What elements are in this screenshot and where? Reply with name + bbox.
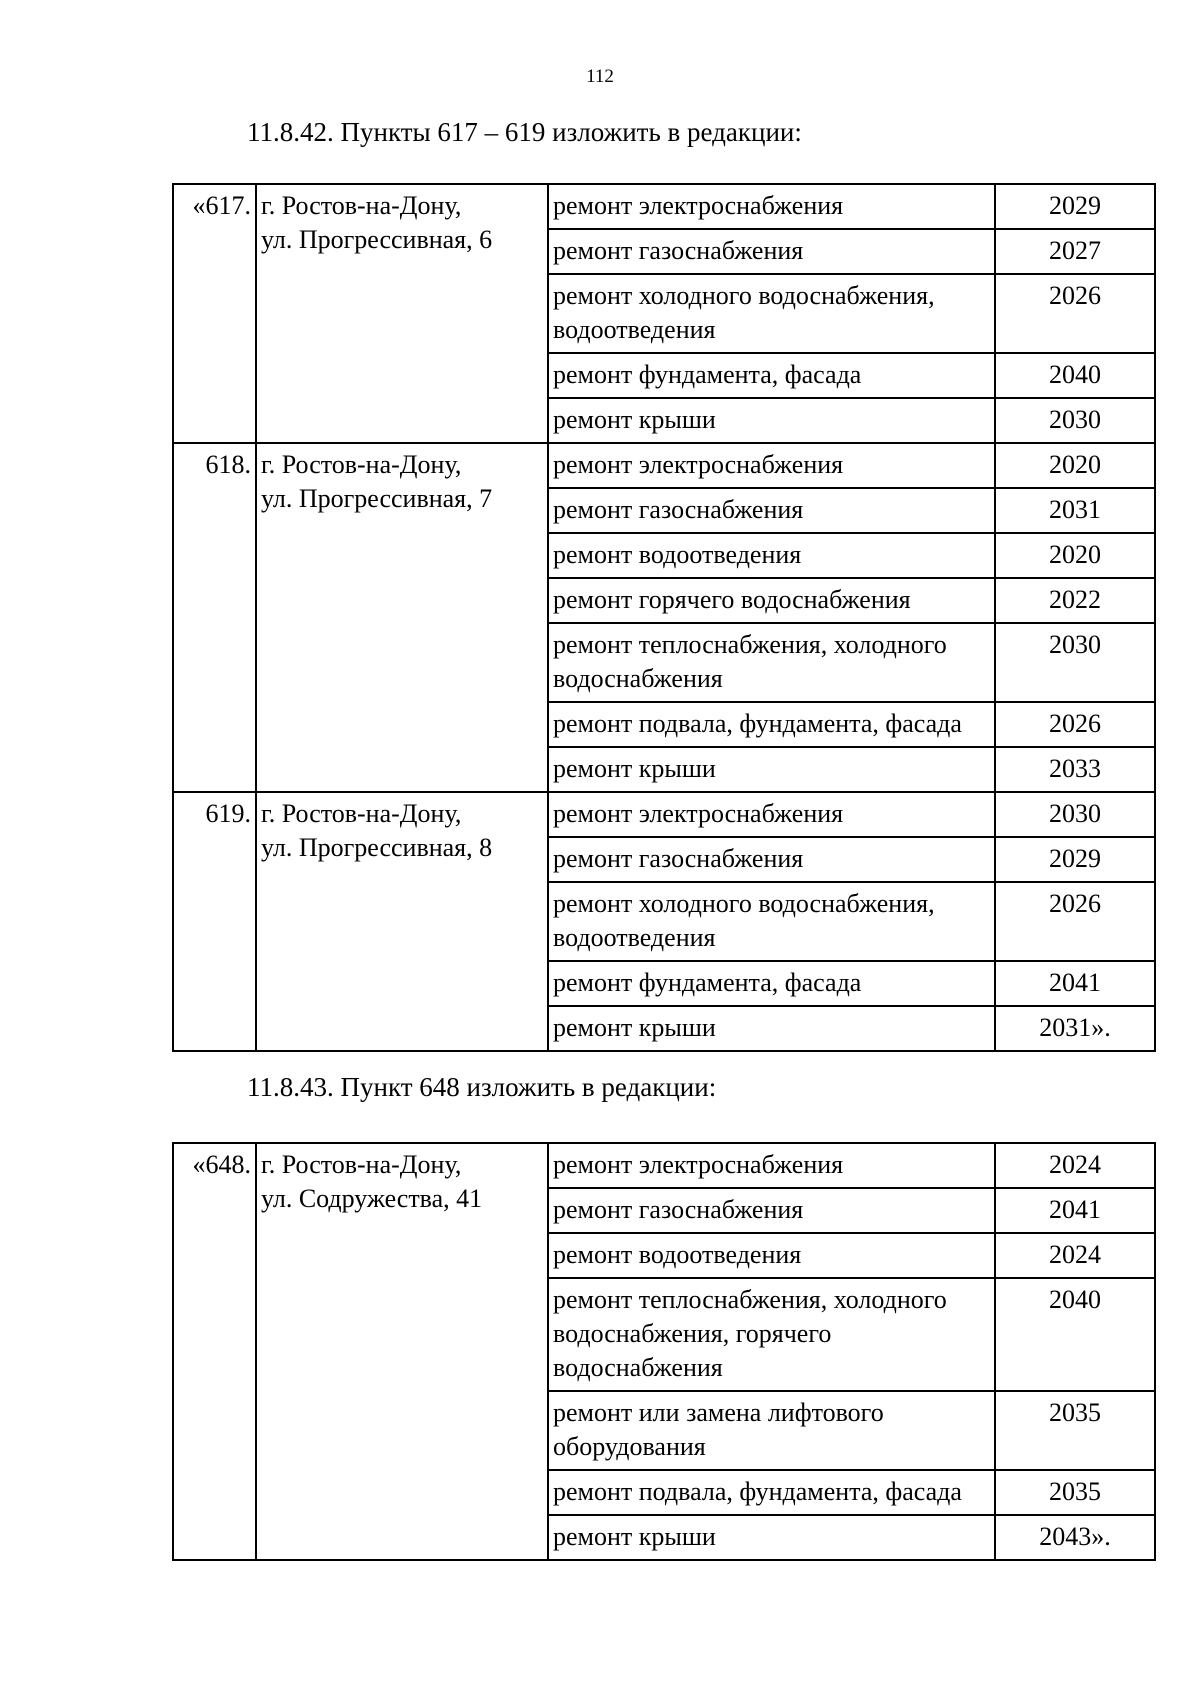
address-street: ул. Прогрессивная, 7 xyxy=(261,484,493,513)
item-number: 618. xyxy=(173,443,256,792)
work-type: ремонт подвала, фундамента, фасада xyxy=(548,1470,995,1515)
work-type: ремонт водоотведения xyxy=(548,1233,995,1278)
work-type: ремонт подвала, фундамента, фасада xyxy=(548,702,995,747)
planned-year: 2040 xyxy=(995,353,1155,398)
planned-year: 2020 xyxy=(995,443,1155,488)
planned-year: 2029 xyxy=(995,184,1155,229)
building-address xyxy=(256,184,548,443)
planned-year: 2031 xyxy=(995,488,1155,533)
work-type: ремонт электроснабжения xyxy=(548,184,995,229)
repair-schedule-table-617-619 xyxy=(172,183,1156,1052)
address-city: г. Ростов-на-Дону, xyxy=(261,450,462,479)
planned-year: 2040 xyxy=(995,1278,1155,1391)
item-number: 619. xyxy=(173,792,256,1051)
planned-year: 2029 xyxy=(995,837,1155,882)
work-type: ремонт крыши xyxy=(548,1006,995,1051)
planned-year: 2041 xyxy=(995,961,1155,1006)
planned-year: 2020 xyxy=(995,533,1155,578)
address-street: ул. Содружества, 41 xyxy=(261,1184,483,1213)
item-number: «617. xyxy=(173,184,256,443)
work-type: ремонт холодного водоснабжения, водоотведения xyxy=(548,882,995,961)
work-type: ремонт фундамента, фасада xyxy=(548,961,995,1006)
work-type: ремонт газоснабжения xyxy=(548,229,995,274)
planned-year: 2022 xyxy=(995,578,1155,623)
work-type: ремонт теплоснабжения, холодного водоснабжения xyxy=(548,623,995,702)
table-row xyxy=(173,1143,1155,1188)
work-type: ремонт горячего водоснабжения xyxy=(548,578,995,623)
planned-year: 2026 xyxy=(995,882,1155,961)
work-type: ремонт водоотведения xyxy=(548,533,995,578)
table-row xyxy=(173,443,1155,488)
address-city: г. Ростов-на-Дону, xyxy=(261,1150,462,1179)
planned-year: 2031». xyxy=(995,1006,1155,1051)
building-address xyxy=(256,792,548,1051)
planned-year: 2024 xyxy=(995,1143,1155,1188)
repair-schedule-table-648 xyxy=(172,1142,1156,1561)
work-type: ремонт газоснабжения xyxy=(548,1188,995,1233)
section-heading-11-8-43: 11.8.43. Пункт 648 изложить в редакции: xyxy=(247,1072,717,1102)
address-street: ул. Прогрессивная, 8 xyxy=(261,833,493,862)
section-heading-11-8-42: 11.8.42. Пункты 617 – 619 изложить в редакции: xyxy=(247,117,802,147)
work-type: ремонт электроснабжения xyxy=(548,1143,995,1188)
work-type: ремонт электроснабжения xyxy=(548,443,995,488)
page-number: 112 xyxy=(586,66,614,87)
work-type: ремонт электроснабжения xyxy=(548,792,995,837)
planned-year: 2024 xyxy=(995,1233,1155,1278)
planned-year: 2033 xyxy=(995,747,1155,792)
work-type: ремонт фундамента, фасада xyxy=(548,353,995,398)
building-address xyxy=(256,443,548,792)
work-type: ремонт газоснабжения xyxy=(548,488,995,533)
work-type: ремонт или замена лифтового оборудования xyxy=(548,1391,995,1470)
planned-year: 2035 xyxy=(995,1470,1155,1515)
table-row xyxy=(173,184,1155,229)
address-city: г. Ростов-на-Дону, xyxy=(261,799,462,828)
planned-year: 2026 xyxy=(995,702,1155,747)
planned-year: 2030 xyxy=(995,792,1155,837)
address-street: ул. Прогрессивная, 6 xyxy=(261,225,493,254)
address-city: г. Ростов-на-Дону, xyxy=(261,191,462,220)
planned-year: 2027 xyxy=(995,229,1155,274)
work-type: ремонт крыши xyxy=(548,747,995,792)
planned-year: 2026 xyxy=(995,274,1155,353)
planned-year: 2041 xyxy=(995,1188,1155,1233)
work-type: ремонт крыши xyxy=(548,1515,995,1560)
item-number: «648. xyxy=(173,1143,256,1560)
table-row xyxy=(173,792,1155,837)
planned-year: 2030 xyxy=(995,398,1155,443)
work-type: ремонт холодного водоснабжения, водоотведения xyxy=(548,274,995,353)
planned-year: 2043». xyxy=(995,1515,1155,1560)
work-type: ремонт крыши xyxy=(548,398,995,443)
building-address xyxy=(256,1143,548,1560)
work-type: ремонт теплоснабжения, холодного водоснабжения, горячего водоснабжения xyxy=(548,1278,995,1391)
work-type: ремонт газоснабжения xyxy=(548,837,995,882)
planned-year: 2030 xyxy=(995,623,1155,702)
planned-year: 2035 xyxy=(995,1391,1155,1470)
